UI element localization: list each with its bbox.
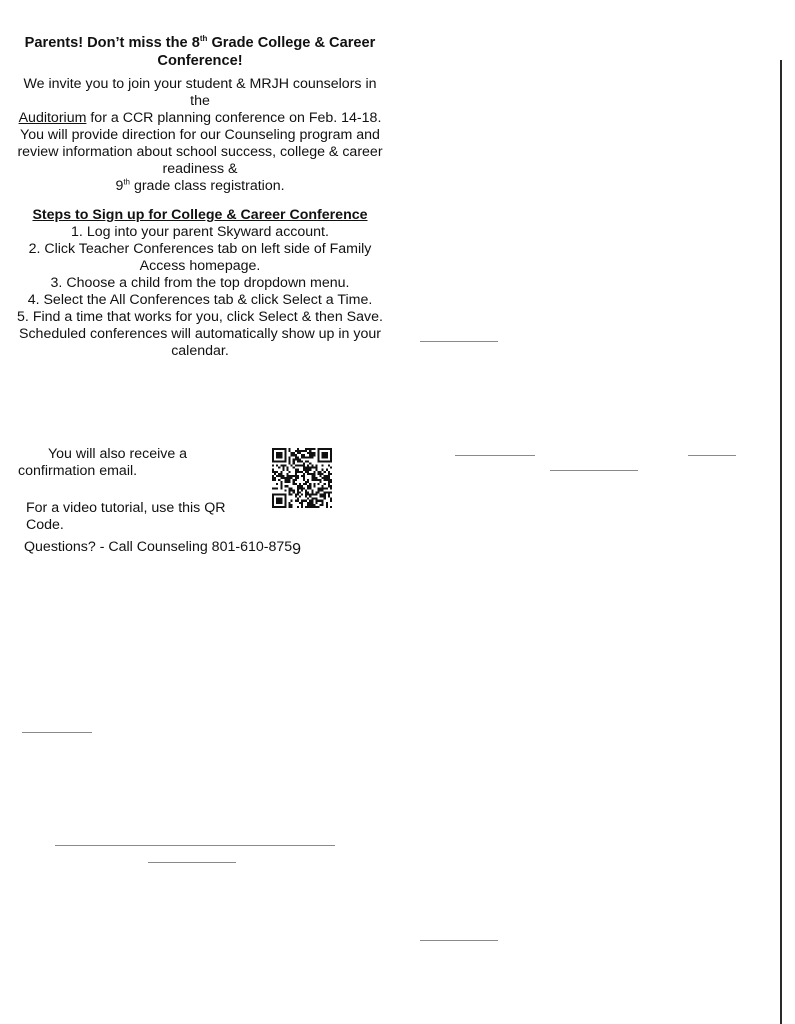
scheduled-note: Scheduled conferences will automatically show up in your calendar. <box>19 326 381 359</box>
scan-artifact-line <box>420 940 498 941</box>
invite-line: We invite you to join your student & MRJH counselors in the <box>23 76 377 109</box>
scan-artifact-line <box>55 845 335 846</box>
step-item: 2. Click Teacher Conferences tab on left side of Family Access homepage. <box>28 241 372 274</box>
scan-artifact-line <box>455 455 535 456</box>
scan-artifact-line <box>688 455 736 456</box>
scan-artifact-line <box>148 862 236 863</box>
questions-contact: Questions? - Call Counseling 801-610-8759 <box>24 539 302 558</box>
flyer-title: Parents! Don’t miss the 8th Grade College & Career Conference! <box>24 34 376 69</box>
flyer-footer <box>14 446 386 566</box>
steps-heading: Steps to Sign up for College & Career Conference <box>32 207 368 223</box>
scanned-page-edge <box>780 60 782 1024</box>
video-tutorial-note: For a video tutorial, use this QR Code. <box>26 500 226 533</box>
conference-flyer <box>14 34 386 360</box>
qr-code-icon[interactable] <box>272 448 332 508</box>
step-item: 3. Choose a child from the top dropdown menu. <box>50 275 350 291</box>
step-item: 5. Find a time that works for you, click Select & then Save. <box>17 309 383 325</box>
step-item: 1. Log into your parent Skyward account. <box>71 224 329 240</box>
invitation-paragraph <box>14 76 386 195</box>
invite-line: Auditorium for a CCR planning conference on Feb. 14-18. <box>18 110 382 126</box>
invite-line: You will provide direction for our Counseling program and review information about school success, college & career readiness & <box>17 127 383 177</box>
scan-artifact-line <box>420 341 498 342</box>
confirmation-note: You will also receive a confirmation email. <box>18 446 188 479</box>
auditorium-text: Auditorium <box>18 110 87 126</box>
invite-line: 9th grade class registration. <box>115 177 285 194</box>
steps-list <box>14 224 386 326</box>
scan-artifact-line <box>550 470 638 471</box>
step-item: 4. Select the All Conferences tab & click Select a Time. <box>27 292 373 308</box>
scan-artifact-line <box>22 732 92 733</box>
